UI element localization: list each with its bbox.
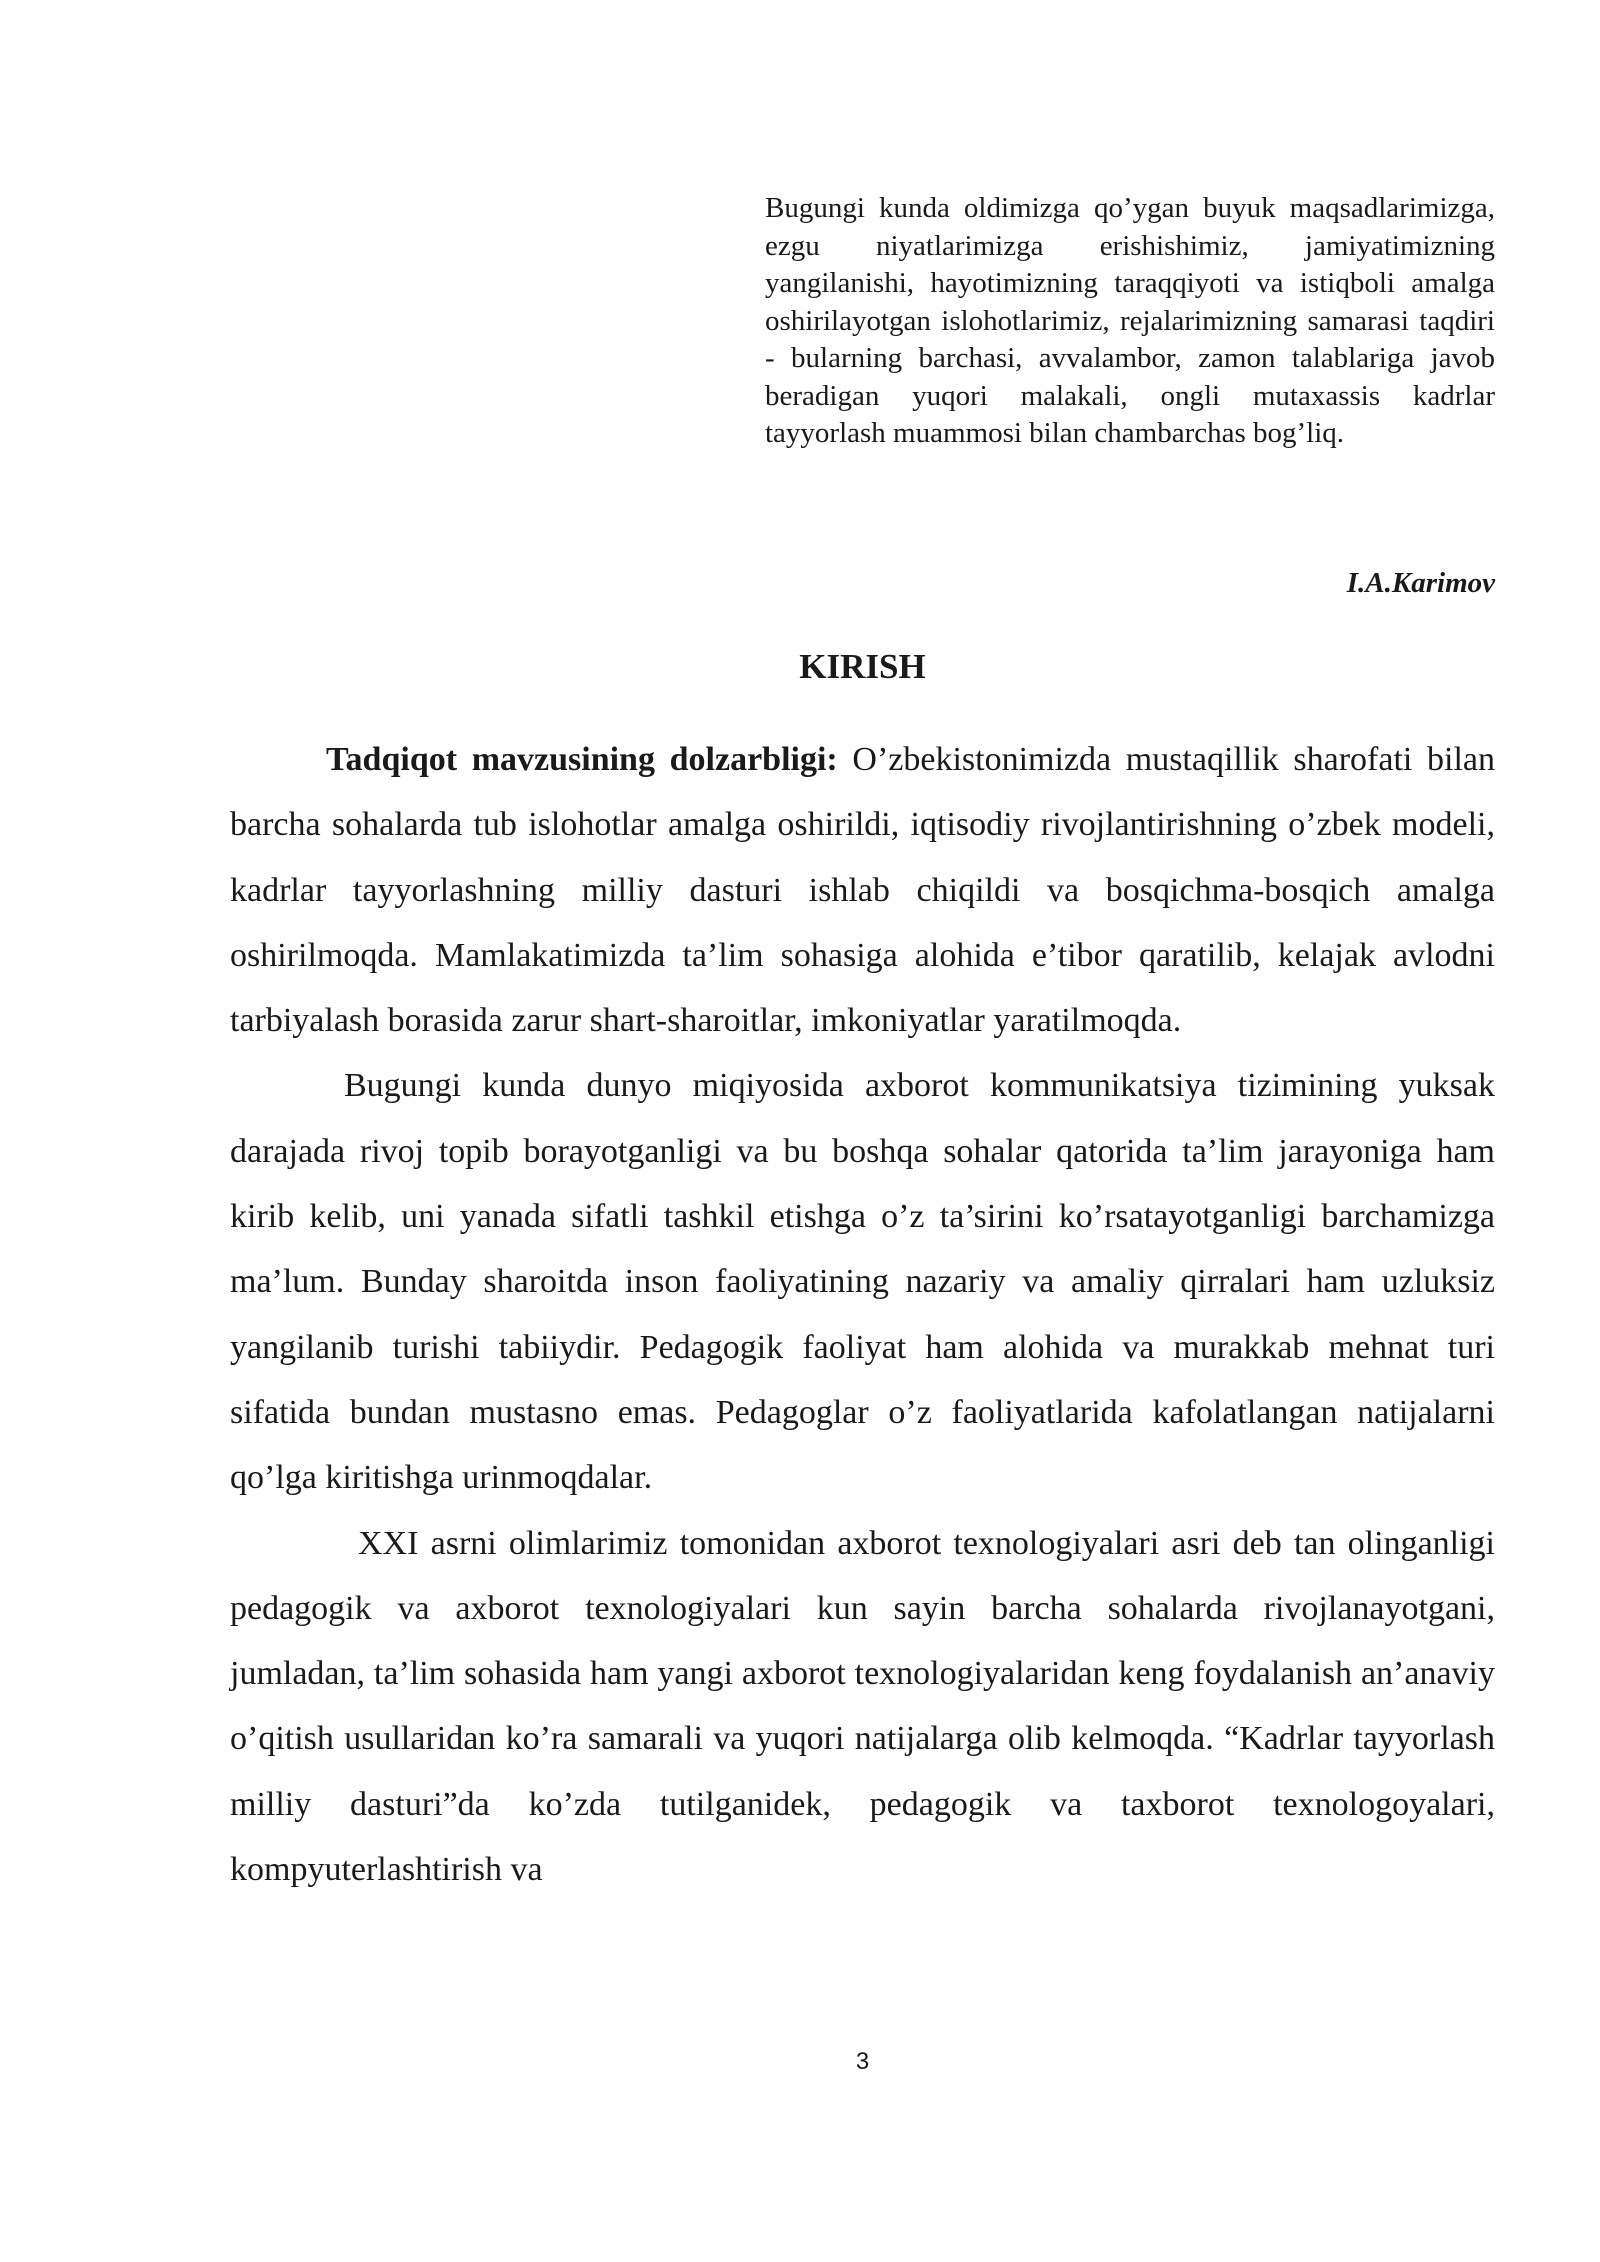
section-title: KIRISH — [799, 647, 926, 686]
body-text — [230, 727, 1495, 1902]
paragraph-ict-development: Bugungi kunda dunyo miqiyosida axborot kommunikatsiya tizimining yuksak darajada rivoj topib borayotganligi va bu boshqa sohalar qatorida ta’lim jarayoniga ham kirib kelib, uni yanada sifatli tashkil etishga o’z ta’sirini ko’rsatayotganligi barchamizga ma’lum. Bunday sharoitda inson faoliyatining nazariy va amaliy qirralari ham uzluksiz yangilanib turishi tabiiydir. Pedagogik faoliyat ham alohida va murakkab mehnat turi sifatida bundan mustasno emas. Pedagoglar o’z faoliyatlarida kafolatlangan natijalarni qo’lga kiritishga urinmoqdalar. — [230, 1067, 1495, 1497]
paragraph-xxi-century: XXI asrni olimlarimiz tomonidan axborot texnologiyalari asri deb tan olinganligi pedagogik va axborot texnologiyalari kun sayin barcha sohalarda rivojlanayotgani, jumladan, ta’lim sohasida ham yangi axborot texnologiyalaridan keng foydalanish an’anaviy o’qitish usullaridan ko’ra samarali va yuqori natijalarga olib kelmoqda. “Kadrlar tayyorlash milliy dasturi”da ko’zda tutilganidek, pedagogik va taxborot texnologoyalari, kompyuterlashtirish va — [230, 1524, 1495, 1889]
paragraph-relevance — [230, 727, 1495, 1053]
epigraph-author: I.A.Karimov — [1346, 567, 1495, 599]
paragraph-relevance-text: O’zbekistonimizda mustaqillik sharofati bilan barcha sohalarda tub islohotlar amalga oshirildi, iqtisodiy rivojlantirishning o’zbek modeli, kadrlar tayyorlashning milliy dasturi ishlab chiqildi va bosqichma-bosqich amalga oshirilmoqda. Mamlakatimizda ta’lim sohasiga alohida e’tibor qaratilib, kelajak avlodni tarbiyalash borasida zarur shart-sharoitlar, imkoniyatlar yaratilmoqda. — [230, 741, 1495, 1040]
page-number: 3 — [855, 2048, 870, 2075]
epigraph-quote: Bugungi kunda oldimizga qo’ygan buyuk maqsadlarimizga, ezgu niyatlarimizga erishishimiz, jamiyatimizning yangilanishi, hayotimizning taraqqiyoti va istiqboli amalga oshirilayotgan islohotlarimiz, rejalarimizning samarasi taqdiri - bularning barchasi, avvalambor, zamon talablariga javob beradigan yuqori malakali, ongli mutaxassis kadrlar tayyorlash muammosi bilan chambarchas bog’liq. — [765, 192, 1495, 449]
paragraph-lead-heading: Tadqiqot mavzusining dolzarbligi: — [326, 741, 838, 778]
